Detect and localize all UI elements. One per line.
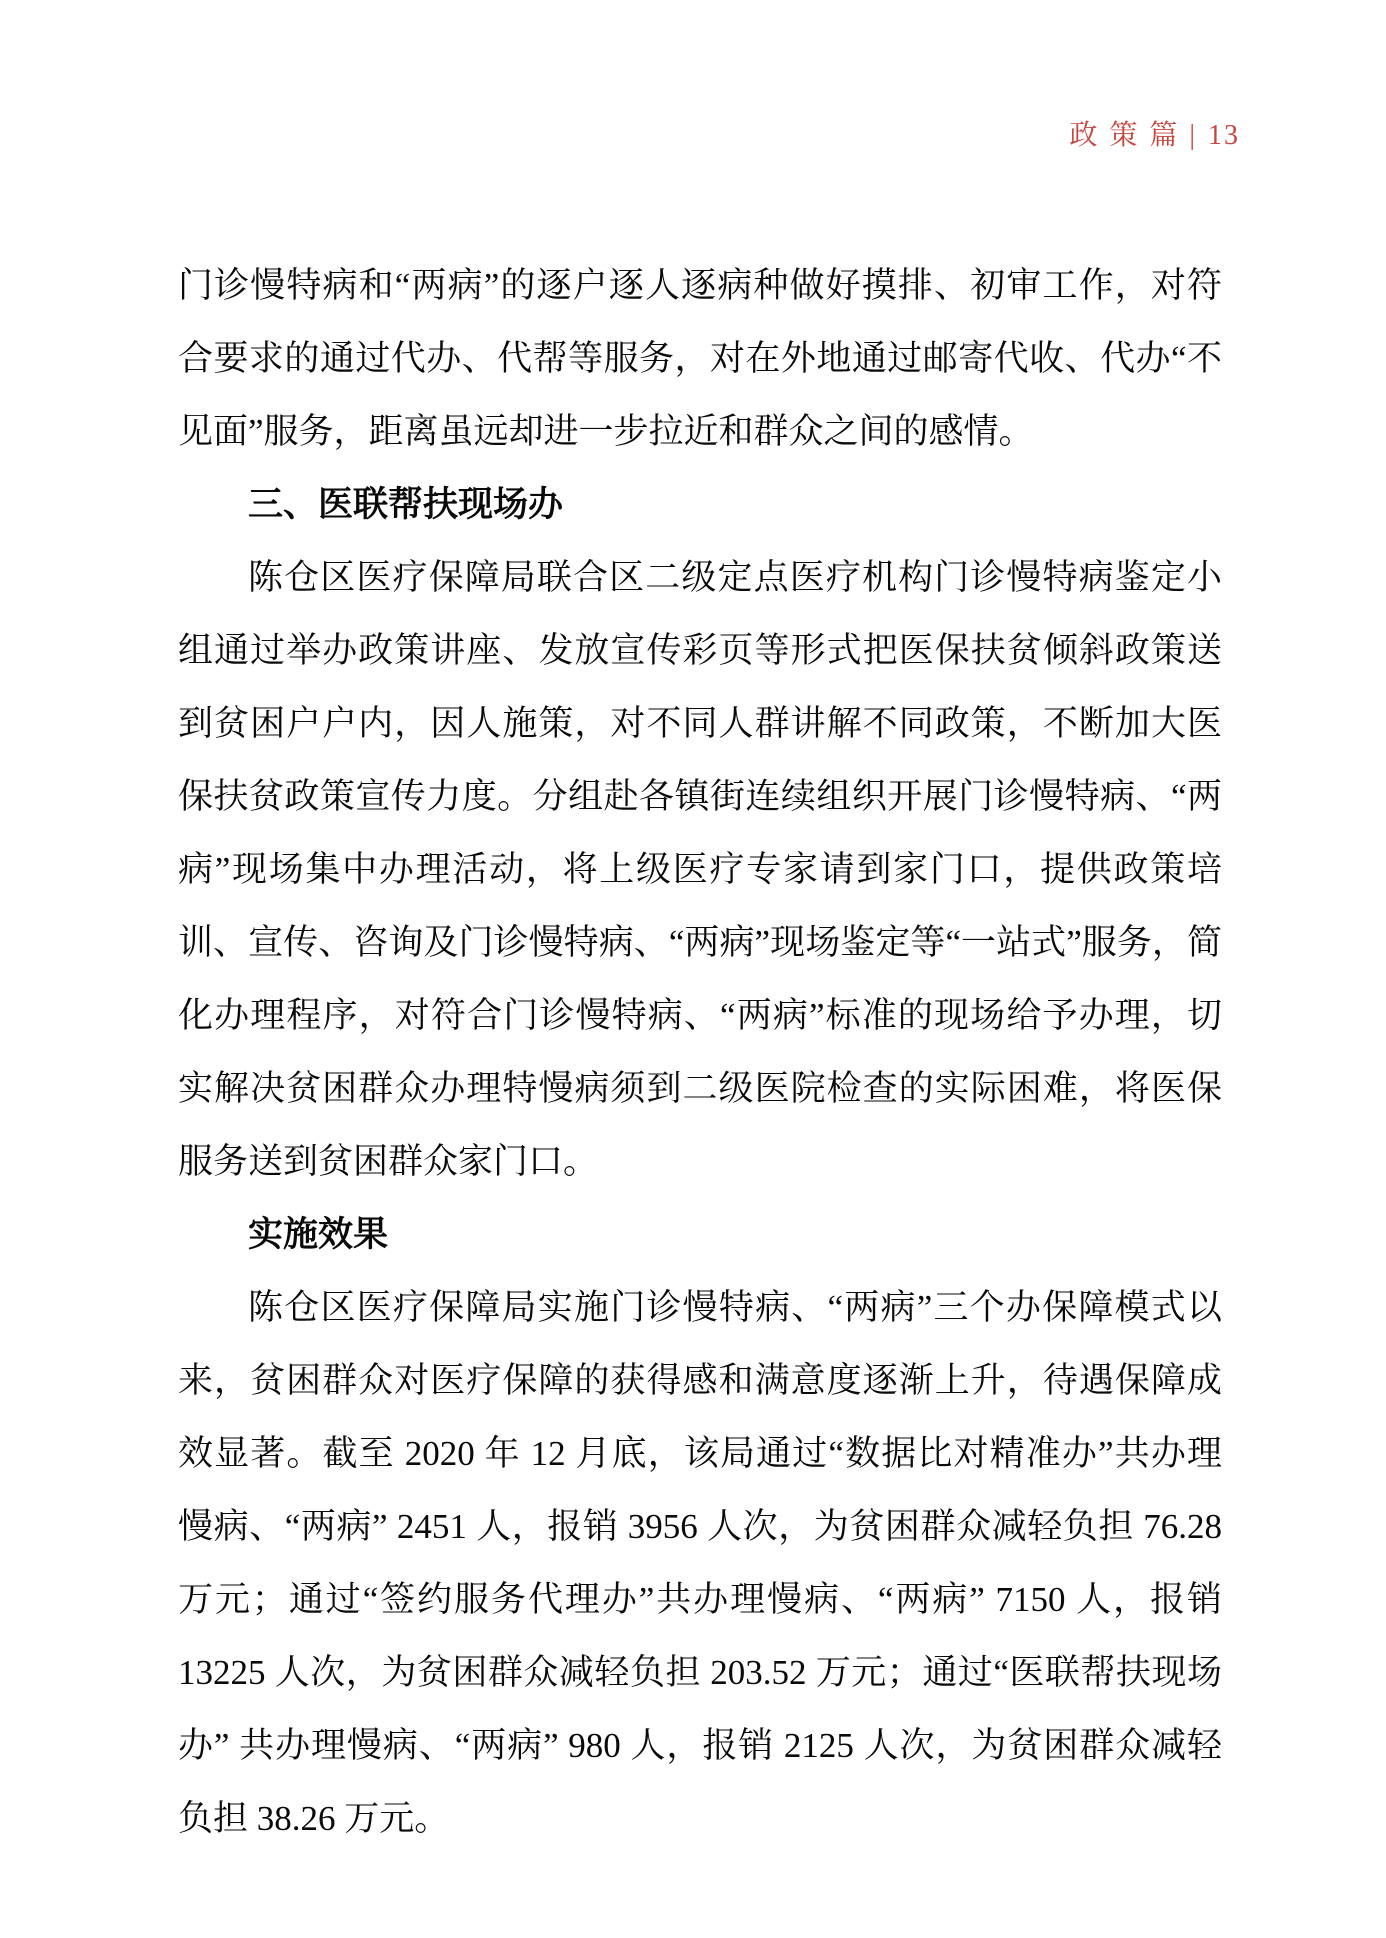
header-separator: | [1189, 120, 1195, 151]
paragraph-medical-alliance: 陈仓区医疗保障局联合区二级定点医疗机构门诊慢特病鉴定小组通过举办政策讲座、发放宣传彩页等形式把医保扶贫倾斜政策送到贫困户户内，因人施策，对不同人群讲解不同政策，不断加大医保扶贫政策宣传力度。分组赴各镇街连续组织开展门诊慢特病、“两病”现场集中办理活动，将上级医疗专家请到家门口，提供政策培训、宣传、咨询及门诊慢特病、“两病”现场鉴定等“一站式”服务，简化办理程序，对符合门诊慢特病、“两病”标准的现场给予办理，切实解决贫困群众办理特慢病须到二级医院检查的实际困难，将医保服务送到贫困群众家门口。 [178, 558, 1222, 1181]
page-header [1069, 116, 1240, 156]
document-body [178, 249, 1222, 1855]
paragraph-continuation: 门诊慢特病和“两病”的逐户逐人逐病种做好摸排、初审工作，对符合要求的通过代办、代帮等服务，对在外地通过邮寄代收、代办“不见面”服务，距离虽远却进一步拉近和群众之间的感情。 [178, 266, 1222, 451]
header-section-label: 政策篇 [1069, 120, 1190, 151]
paragraph-implementation-effects: 陈仓区医疗保障局实施门诊慢特病、“两病”三个办保障模式以来，贫困群众对医疗保障的获得感和满意度逐渐上升，待遇保障成效显著。截至 2020 年 12 月底，该局通过“数据比对精准办”共办理慢病、“两病” 2451 人，报销 3956 人次，为贫困群众减轻负担 76.28 万元；通过“签约服务代理办”共办理慢病、“两病” 7150 人，报销 13225 人次，为贫困群众减轻负担 203.52 万元；通过“医联帮扶现场办” 共办理慢病、“两病” 980 人，报销 2125 人次，为贫困群众减轻负担 38.26 万元。 [178, 1288, 1222, 1838]
page-number: 13 [1208, 120, 1240, 151]
section-heading-medical-alliance: 三、医联帮扶现场办 [248, 485, 564, 524]
section-heading-implementation-effects: 实施效果 [248, 1215, 389, 1254]
